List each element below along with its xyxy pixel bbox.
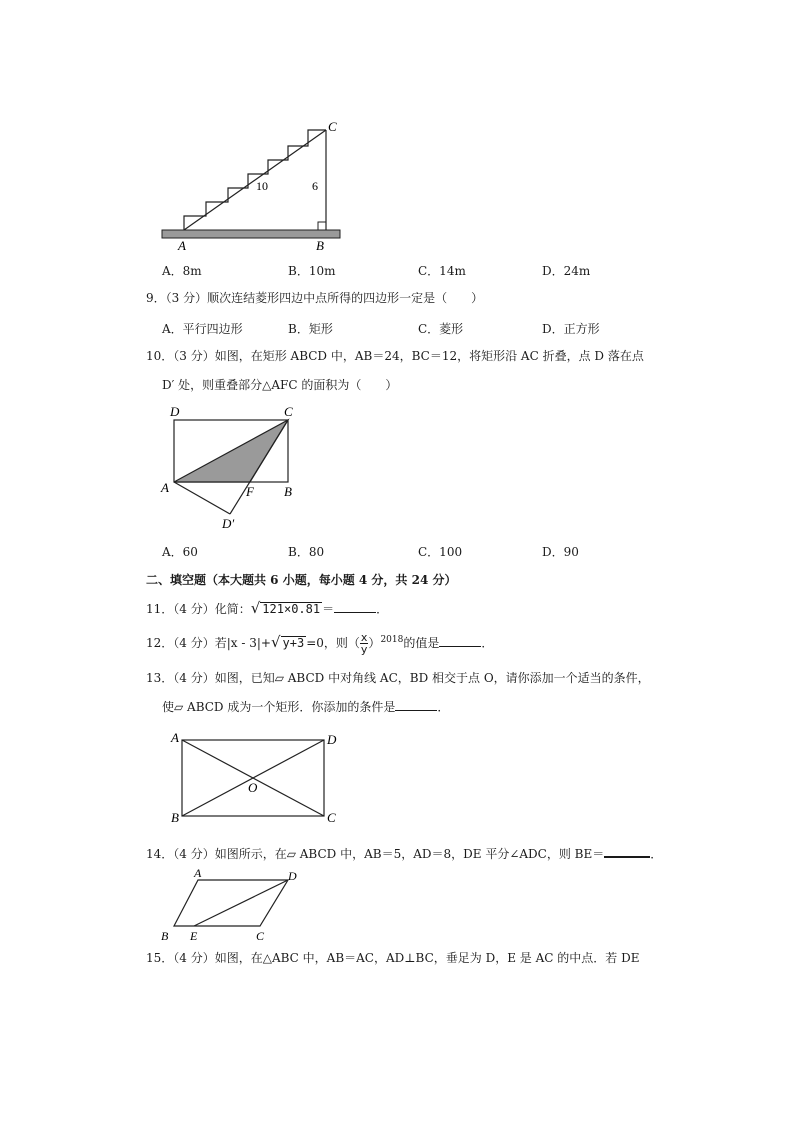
label-6: 6	[312, 179, 318, 193]
q9-option-d[interactable]: D．正方形	[542, 322, 600, 336]
q12-mid: =0，则（	[306, 636, 360, 650]
label-b: B	[171, 810, 179, 825]
label-a: A	[171, 730, 179, 745]
fold-rectangle-figure	[160, 400, 300, 532]
q9-stem: 9．（3 分）顺次连结菱形四边中点所得的四边形一定是（ ）	[146, 291, 484, 305]
parallelogram-diagonals-figure	[168, 730, 348, 826]
q14-stem-text: 14．（4 分）如图所示，在▱ ABCD 中，AB＝5，AD＝8，DE 平分∠ADC，则 BE＝	[146, 847, 605, 861]
label-c: C	[328, 119, 337, 134]
q13-end: ．	[437, 700, 450, 714]
q10-option-b[interactable]: B．80	[288, 545, 325, 559]
label-d: D	[327, 732, 337, 747]
label-d-prime: D′	[222, 516, 235, 531]
q12-line	[146, 632, 493, 655]
q8-option-c[interactable]: C．14m	[418, 264, 466, 278]
right-angle-mark	[318, 222, 326, 230]
q12-close: ）	[368, 636, 381, 650]
label-f: F	[246, 484, 254, 499]
label-b: B	[284, 484, 292, 499]
label-a: A	[178, 238, 186, 253]
q11-end: ．	[376, 602, 389, 616]
q8-option-d[interactable]: D．24m	[542, 264, 591, 278]
q14-answer-blank[interactable]	[604, 844, 650, 858]
q12-denominator: y	[360, 643, 368, 656]
label-c: C	[256, 929, 265, 943]
q12-numerator: x	[360, 631, 368, 644]
q12-end: ．	[481, 636, 494, 650]
label-e: E	[190, 929, 198, 943]
label-a: A	[194, 866, 202, 880]
q13-stem2-text: 使▱ ABCD 成为一个矩形．你添加的条件是	[162, 700, 396, 714]
q11-line	[146, 600, 388, 617]
q13-answer-blank[interactable]	[395, 698, 437, 711]
label-c: C	[284, 404, 293, 419]
q12-exponent: 2018	[380, 635, 404, 645]
q9-option-a[interactable]: A．平行四边形	[162, 322, 243, 336]
q13-stem-line1: 13．（4 分）如图，已知▱ ABCD 中对角线 AC，BD 相交于点 O，请你添加一个适当的条件，	[146, 671, 650, 685]
ground-bar	[162, 230, 340, 238]
q8-option-b[interactable]: B．10m	[288, 264, 336, 278]
staircase-figure	[158, 118, 348, 253]
q10-stem-line1: 10．（3 分）如图，在矩形 ABCD 中，AB＝24，BC＝12，将矩形沿 AC 折叠，点 D 落在点	[146, 349, 644, 363]
fold-ad-prime	[174, 482, 230, 514]
q14-stem-line	[146, 844, 662, 862]
sqrt-symbol: √	[270, 633, 281, 651]
parallelogram-abcd	[174, 880, 288, 926]
label-c: C	[327, 810, 336, 825]
q11-radicand: 121×0.81	[262, 602, 321, 616]
parallelogram-bisector-figure	[160, 866, 310, 946]
q10-stem-line2: D′ 处，则重叠部分△AFC 的面积为（ ）	[162, 378, 398, 392]
sqrt-symbol: √	[250, 599, 261, 617]
label-a: A	[161, 480, 169, 495]
label-o: O	[248, 780, 258, 795]
q11-prefix: 11．（4 分）化简：	[146, 602, 251, 616]
q9-option-c[interactable]: C．菱形	[418, 322, 464, 336]
q11-suffix: ＝	[322, 602, 335, 616]
q15-stem-line: 15．（4 分）如图，在△ABC 中，AB＝AC，AD⊥BC，垂足为 D，E 是 AC 的中点．若 DE	[146, 951, 640, 965]
overlap-triangle-afc	[174, 420, 288, 482]
label-d: D	[170, 404, 180, 419]
q10-option-c[interactable]: C．100	[418, 545, 463, 559]
q12-suffix: 的值是	[403, 636, 440, 650]
q11-answer-blank[interactable]	[334, 600, 376, 613]
q10-option-a[interactable]: A．60	[162, 545, 198, 559]
hypotenuse-ac	[184, 130, 326, 230]
q12-radicand: y+3	[282, 636, 305, 650]
q14-end: ．	[650, 847, 663, 861]
label-d: D	[288, 869, 297, 883]
q12-prefix: 12．（4 分）若|x - 3|+	[146, 636, 271, 650]
q12-answer-blank[interactable]	[439, 634, 481, 647]
q13-stem-line2	[162, 698, 449, 715]
q9-option-b[interactable]: B．矩形	[288, 322, 333, 336]
label-b: B	[316, 238, 324, 253]
q8-option-a[interactable]: A．8m	[162, 264, 202, 278]
section-title-fill-in: 二、填空题（本大题共 6 小题，每小题 4 分，共 24 分）	[146, 573, 457, 587]
q10-option-d[interactable]: D．90	[542, 545, 579, 559]
label-10: 10	[256, 179, 268, 193]
label-b: B	[161, 929, 169, 943]
